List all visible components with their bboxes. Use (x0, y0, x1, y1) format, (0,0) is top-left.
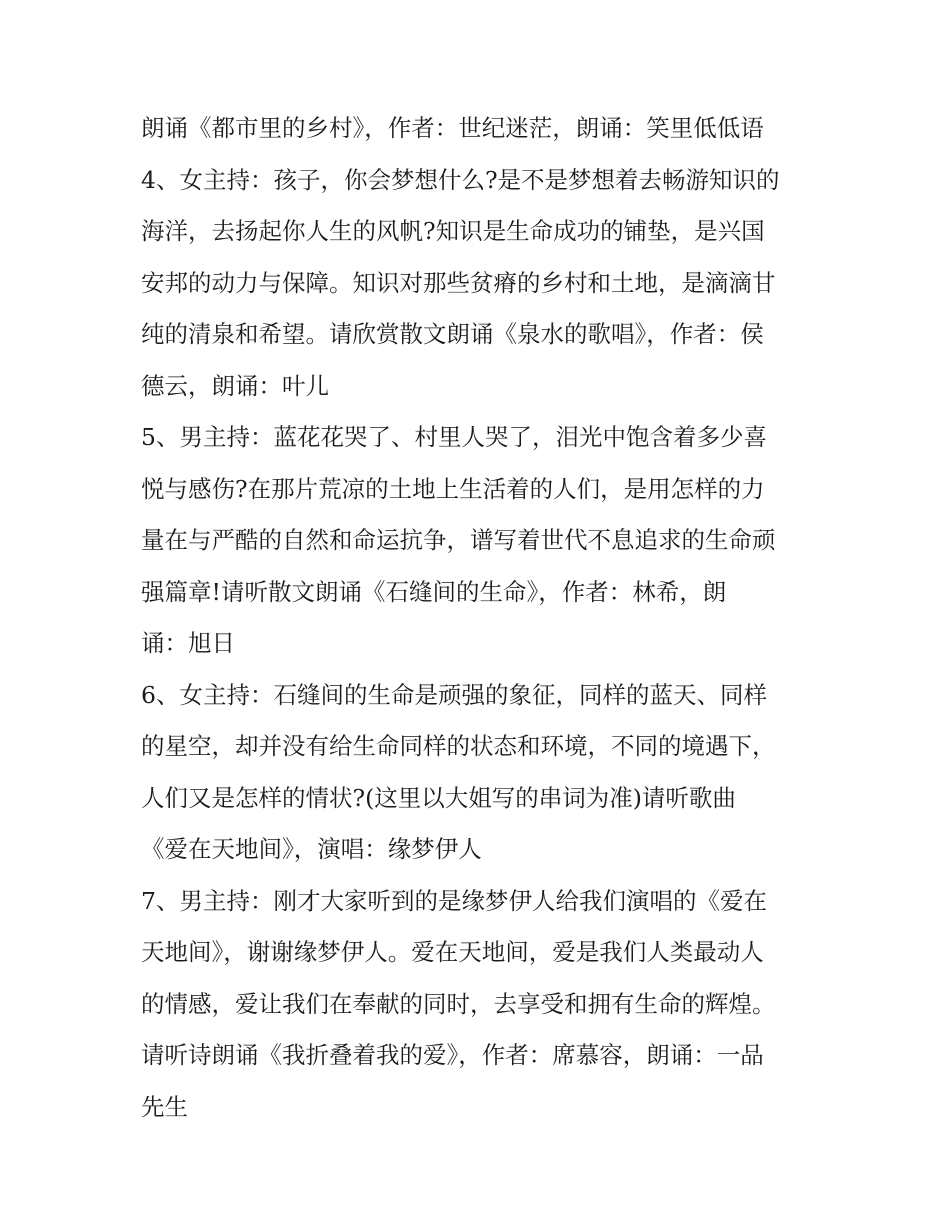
text-line: 《爱在天地间》，演唱：缘梦伊人 (141, 835, 482, 863)
text-line: 先生 (141, 1092, 188, 1121)
text-line: 德云，朗诵：叶儿 (141, 371, 329, 400)
text-line: 诵：旭日 (141, 629, 235, 657)
text-line: 的情感，爱让我们在奉献的同时，去享受和拥有生命的辉煌。 (141, 989, 776, 1018)
text-line: 的星空，却并没有给生命同样的状态和环境，不同的境遇下， (141, 732, 776, 760)
text-line: 强篇章!请听散文朗诵《石缝间的生命》，作者：林希，朗 (141, 577, 727, 606)
text-line: 安邦的动力与保障。知识对那些贫瘠的乡村和土地，是滴滴甘 (141, 268, 776, 297)
text-line: 天地间》，谢谢缘梦伊人。爱在天地间，爱是我们人类最动人 (141, 938, 764, 966)
document-body (141, 103, 813, 1133)
text-line: 5、男主持：蓝花花哭了、村里人哭了，泪光中饱含着多少喜 (141, 423, 767, 451)
text-line: 纯的清泉和希望。请欣赏散文朗诵《泉水的歌唱》，作者：侯 (141, 320, 764, 348)
text-line: 量在与严酷的自然和命运抗争，谱写着世代不息追求的生命顽 (141, 526, 776, 554)
text-line: 6、女主持：石缝间的生命是顽强的象征，同样的蓝天、同样 (141, 680, 767, 709)
text-line: 4、女主持：孩子，你会梦想什么?是不是梦想着去畅游知识的 (141, 165, 780, 194)
text-line: 海洋，去扬起你人生的风帆?知识是生命成功的铺垫，是兴国 (141, 217, 765, 245)
text-line: 悦与感伤?在那片荒凉的土地上生活着的人们，是用怎样的力 (141, 474, 765, 503)
text-line: 7、男主持：刚才大家听到的是缘梦伊人给我们演唱的《爱在 (141, 886, 767, 915)
text-line: 朗诵《都市里的乡村》，作者：世纪迷茫，朗诵：笑里低低语 (141, 114, 764, 142)
text-line: 请听诗朗诵《我折叠着我的爱》，作者：席慕容，朗诵：一品 (141, 1041, 764, 1069)
text-line: 人们又是怎样的情状?(这里以大姐写的串词为准)请听歌曲 (141, 783, 736, 812)
